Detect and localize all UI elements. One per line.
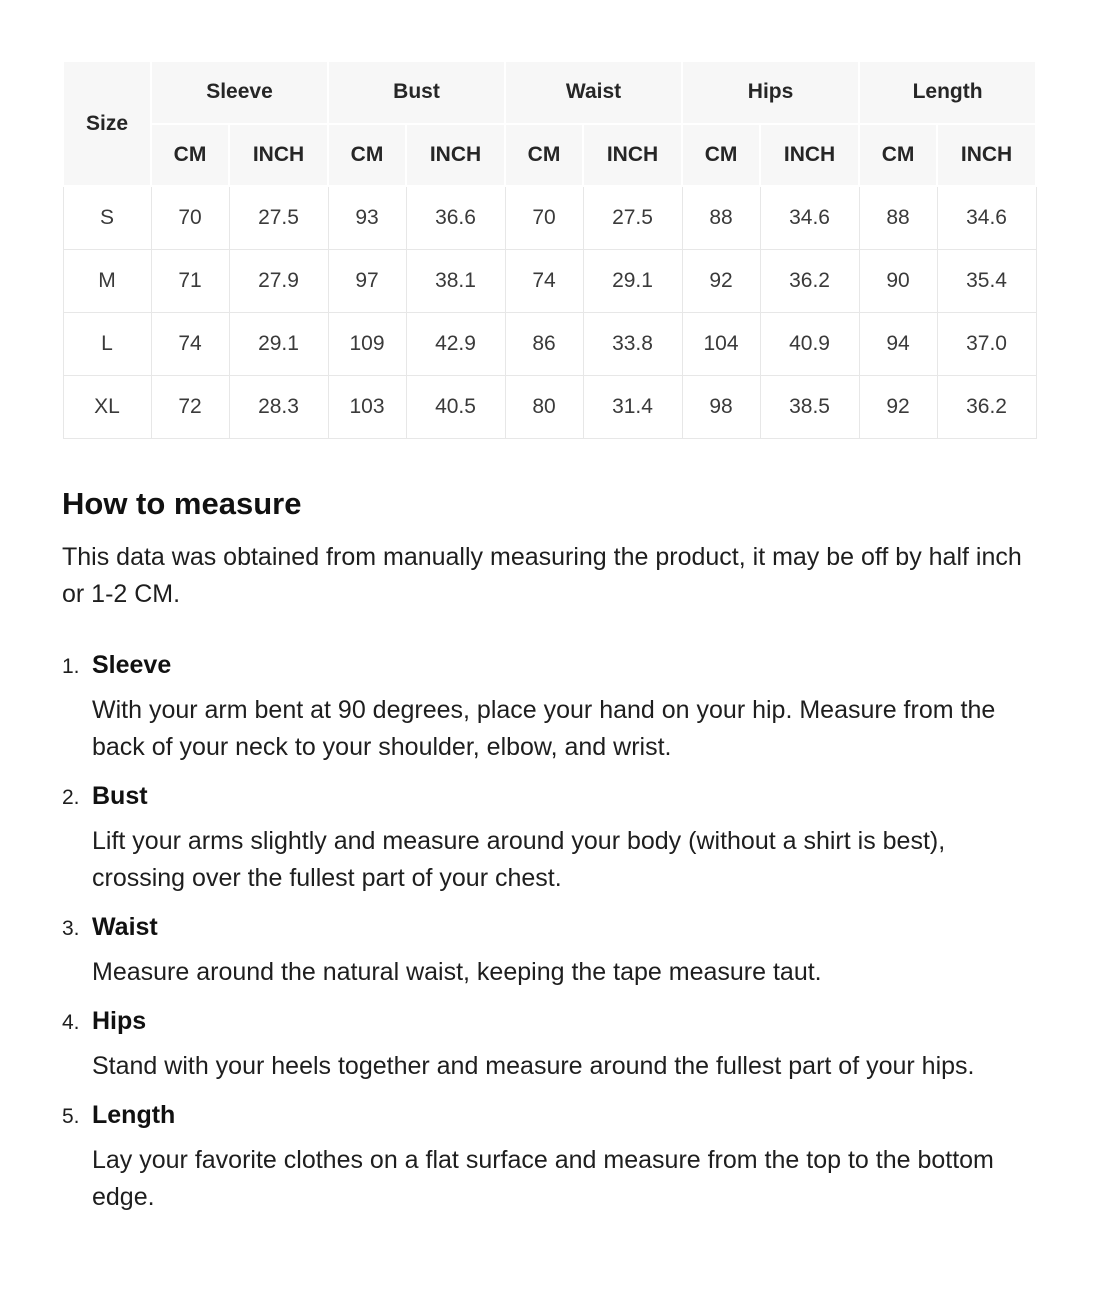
measure-item-description: Lift your arms slightly and measure around your body (without a shirt is best), crossing over the fullest part of your chest.: [92, 826, 946, 892]
measure-item-hips: [62, 1003, 1038, 1085]
measurement-cell: 36.6: [406, 186, 505, 249]
measurement-cell: 38.1: [406, 249, 505, 312]
size-chart-header: [63, 61, 1036, 186]
size-row-m: [63, 249, 1036, 312]
measure-item-heading: [62, 647, 1038, 684]
size-chart-unit-header-row: [63, 124, 1036, 187]
measurement-cell: 98: [682, 375, 760, 438]
measurement-cell: 94: [859, 312, 937, 375]
measurement-cell: 34.6: [937, 186, 1036, 249]
measurement-cell: 27.9: [229, 249, 328, 312]
measurement-cell: 35.4: [937, 249, 1036, 312]
measure-list: [62, 647, 1038, 1216]
unit-header-length-inch: INCH: [937, 124, 1036, 187]
size-column-header: Size: [63, 61, 151, 186]
unit-header-length-cm: CM: [859, 124, 937, 187]
unit-header-hips-inch: INCH: [760, 124, 859, 187]
size-row-l: [63, 312, 1036, 375]
size-chart-group-header-row: [63, 61, 1036, 124]
measurement-cell: 27.5: [229, 186, 328, 249]
measurement-cell: 31.4: [583, 375, 682, 438]
measure-item-description: Lay your favorite clothes on a flat surface and measure from the top to the bottom edge.: [92, 1145, 994, 1211]
measure-item-number: 3.: [62, 916, 80, 940]
measure-item-heading: [62, 909, 1038, 946]
measurement-cell: 29.1: [229, 312, 328, 375]
measurement-cell: 40.5: [406, 375, 505, 438]
measurement-cell: 71: [151, 249, 229, 312]
measure-item-term: Hips: [92, 1006, 147, 1035]
size-cell: S: [63, 186, 151, 249]
unit-header-bust-cm: CM: [328, 124, 406, 187]
measurement-cell: 104: [682, 312, 760, 375]
measure-item-description: Measure around the natural waist, keeping the tape measure taut.: [92, 957, 822, 986]
size-cell: XL: [63, 375, 151, 438]
measurement-cell: 28.3: [229, 375, 328, 438]
group-header-hips: Hips: [682, 61, 859, 124]
measure-item-waist: [62, 909, 1038, 991]
measure-item-number: 2.: [62, 785, 80, 809]
measurement-cell: 86: [505, 312, 583, 375]
measurement-cell: 70: [505, 186, 583, 249]
measurement-cell: 93: [328, 186, 406, 249]
unit-header-waist-cm: CM: [505, 124, 583, 187]
measurement-cell: 97: [328, 249, 406, 312]
unit-header-waist-inch: INCH: [583, 124, 682, 187]
measurement-cell: 70: [151, 186, 229, 249]
measurement-cell: 33.8: [583, 312, 682, 375]
measurement-cell: 40.9: [760, 312, 859, 375]
unit-header-sleeve-cm: CM: [151, 124, 229, 187]
measure-item-sleeve: [62, 647, 1038, 766]
measure-item-length: [62, 1097, 1038, 1216]
how-to-measure-title: How to measure: [62, 485, 302, 521]
measure-item-heading: [62, 778, 1038, 815]
group-header-sleeve: Sleeve: [151, 61, 328, 124]
size-cell: M: [63, 249, 151, 312]
measurement-cell: 42.9: [406, 312, 505, 375]
measure-item-number: 4.: [62, 1010, 80, 1034]
group-header-bust: Bust: [328, 61, 505, 124]
measurement-cell: 92: [859, 375, 937, 438]
measurement-cell: 90: [859, 249, 937, 312]
measure-item-bust: [62, 778, 1038, 897]
measure-item-term: Sleeve: [92, 650, 172, 679]
measure-item-description: Stand with your heels together and measure around the fullest part of your hips.: [92, 1051, 975, 1080]
measurement-cell: 103: [328, 375, 406, 438]
measurement-cell: 72: [151, 375, 229, 438]
group-header-waist: Waist: [505, 61, 682, 124]
measurement-cell: 34.6: [760, 186, 859, 249]
measurement-cell: 36.2: [937, 375, 1036, 438]
group-header-length: Length: [859, 61, 1036, 124]
measurement-cell: 92: [682, 249, 760, 312]
unit-header-bust-inch: INCH: [406, 124, 505, 187]
measurement-cell: 80: [505, 375, 583, 438]
size-chart-table: [62, 60, 1037, 439]
size-row-xl: [63, 375, 1036, 438]
size-chart-body: [63, 186, 1036, 438]
measurement-cell: 74: [505, 249, 583, 312]
measurement-cell: 27.5: [583, 186, 682, 249]
measurement-cell: 74: [151, 312, 229, 375]
how-to-measure-intro: This data was obtained from manually measuring the product, it may be off by half inch or 1-2 CM.: [62, 542, 1022, 608]
measurement-cell: 109: [328, 312, 406, 375]
measure-item-number: 5.: [62, 1104, 80, 1128]
measurement-cell: 37.0: [937, 312, 1036, 375]
measure-item-term: Bust: [92, 781, 148, 810]
unit-header-hips-cm: CM: [682, 124, 760, 187]
measurement-cell: 36.2: [760, 249, 859, 312]
measure-item-heading: [62, 1003, 1038, 1040]
measurement-cell: 88: [859, 186, 937, 249]
measure-item-number: 1.: [62, 654, 80, 678]
measure-item-heading: [62, 1097, 1038, 1134]
size-row-s: [63, 186, 1036, 249]
size-cell: L: [63, 312, 151, 375]
unit-header-sleeve-inch: INCH: [229, 124, 328, 187]
measure-item-term: Waist: [92, 912, 158, 941]
measurement-cell: 38.5: [760, 375, 859, 438]
measure-item-term: Length: [92, 1100, 176, 1129]
measurement-cell: 29.1: [583, 249, 682, 312]
measurement-cell: 88: [682, 186, 760, 249]
measure-item-description: With your arm bent at 90 degrees, place your hand on your hip. Measure from the back of your neck to your shoulder, elbow, and wrist.: [92, 695, 996, 761]
